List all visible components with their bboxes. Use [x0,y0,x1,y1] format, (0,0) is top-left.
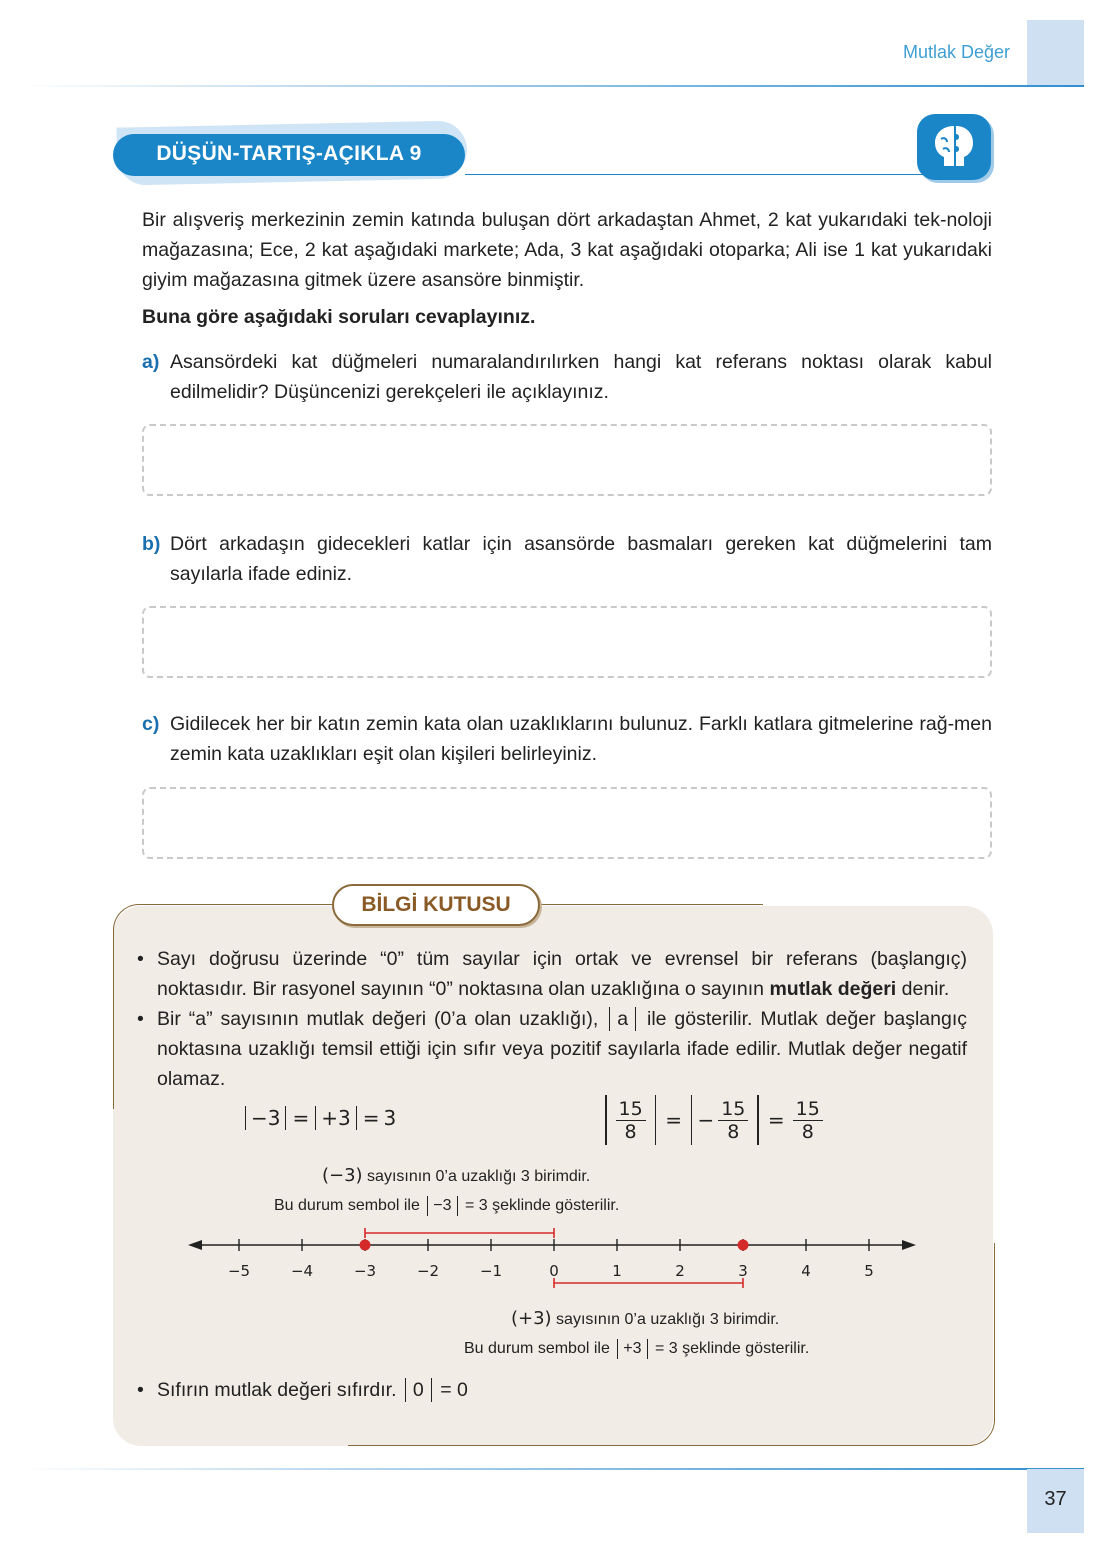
section-underline [465,174,955,175]
question-prompt: Buna göre aşağıdaki soruları cevaplayınız. [142,306,536,328]
info-title: BİLGİ KUTUSU [361,893,511,916]
tick-label: 5 [864,1262,874,1280]
brain-icon [917,114,991,180]
equals-sign: = [665,1108,682,1132]
tick-label: −2 [416,1262,440,1280]
fraction: $\frac{15}{8}$ [793,1098,823,1143]
question-letter: c) [142,713,160,735]
note-neg-line-2: Bu durum sembol ile −3 = 3 şeklinde gösterilir. [274,1197,620,1214]
header-tab [1027,20,1084,86]
answer-box-a[interactable] [142,424,992,496]
abs-equation-2 [600,1094,827,1146]
info-bullet-1 [137,944,967,1004]
bullet-text: Bir “a” sayısının mutlak değeri (0’a olan uzaklığı), [157,1008,607,1030]
abs-equation-1 [243,1103,396,1133]
bullet-dot: • [137,1008,144,1030]
question-letter: b) [142,533,161,555]
equation-result: 3 [383,1106,397,1130]
note-neg-line-1: (−3) sayısının 0’a uzaklığı 3 birimdir. [322,1165,591,1186]
bullet-text-end: ile gösterilir. Mutlak değer başlangıç noktasına uzaklığı temsil ettiği için sıfır veya pozitif sayılarla ifade edilir. Mutlak değer negatif olamaz. [157,1008,967,1090]
tick-label: −3 [353,1262,377,1280]
tick-label: −4 [290,1262,314,1280]
header-divider [20,85,1084,87]
note-number: (+3) [511,1308,552,1329]
abs-value-a: a [609,1007,636,1031]
equals-sign: = [767,1108,785,1132]
fraction: $\frac{15}{8}$ [718,1098,748,1143]
footer-divider [20,1468,1084,1470]
answer-box-b[interactable] [142,606,992,678]
abs-neg3: −3 [245,1106,286,1130]
tick-label: −1 [479,1262,503,1280]
bullet-dot: • [137,948,144,970]
page-number: 37 [1044,1488,1067,1510]
question-b [142,529,992,589]
question-c [142,709,992,769]
fraction: $\frac{15}{8}$ [616,1098,646,1143]
number-point [360,1240,371,1251]
running-header-title: Mutlak Değer [902,42,1010,62]
tick-label: −5 [227,1262,251,1280]
bullet-text-end: denir. [896,978,950,1000]
question-a [142,347,992,407]
bullet-dot: • [137,1379,144,1401]
abs-pos3-note: +3 [617,1339,647,1359]
question-letter: a) [142,351,160,373]
question-text: Asansördeki kat düğmeleri numaralandırılırken hangi kat referans noktası olarak kabul edilmelidir? Düşüncenizi gerekçeleri ile açıklayınız. [170,351,992,403]
number-point [738,1240,749,1251]
tick-label: 2 [675,1262,685,1280]
tick-label: 0 [549,1262,559,1280]
bullet-bold-term: mutlak değeri [769,978,897,1000]
tick-label: 3 [738,1262,748,1280]
answer-box-c[interactable] [142,787,992,859]
tick-label: 1 [612,1262,622,1280]
abs-neg3-note: −3 [427,1196,457,1216]
abs-pos3: +3 [315,1106,356,1130]
arrow-right-icon [902,1240,916,1250]
info-bullet-2 [137,1004,967,1094]
bullet-text-end: = 0 [434,1379,468,1401]
abs-zero: 0 [405,1378,432,1402]
note-number: (−3) [322,1165,363,1186]
equals-sign: = [292,1106,310,1130]
arrow-left-icon [188,1240,202,1250]
bullet-text: Sayı doğrusu üzerinde “0” tüm sayılar için ortak ve evrensel bir referans (başlangıç) noktasıdır. Bir rasyonel sayının “0” noktasına olan uzaklığına o sayının [157,948,967,1000]
bullet-text: Sıfırın mutlak değeri sıfırdır. [157,1379,402,1401]
note-pos-line-1: (+3) sayısının 0’a uzaklığı 3 birimdir. [511,1308,780,1329]
note-pos-line-2: Bu durum sembol ile +3 = 3 şeklinde gösterilir. [464,1340,810,1357]
minus-sign: − [697,1108,715,1132]
section-title: DÜŞÜN-TARTIŞ-AÇIKLA 9 [156,142,422,165]
question-text: Gidilecek her bir katın zemin kata olan uzaklıklarını bulunuz. Farklı katlara gitmelerine rağ-men zemin kata uzaklıkları eşit olan kişileri belirleyiniz. [170,713,992,765]
tick-label: 4 [801,1262,811,1280]
equals-sign: = [362,1106,380,1130]
number-line [180,1222,930,1292]
intro-paragraph: Bir alışveriş merkezinin zemin katında buluşan dört arkadaştan Ahmet, 2 kat yukarıdaki tek-noloji mağazasına; Ece, 2 kat aşağıdaki markete; Ada, 3 kat aşağıdaki otoparka; Ali ise 1 kat yukarıdaki giyim mağazasına gitmek üzere asansöre binmiştir. [142,209,992,291]
question-text: Dört arkadaşın gidecekleri katlar için asansörde basmaları gereken kat düğmelerini tam sayılarla ifade ediniz. [170,533,992,585]
info-bullet-3 [137,1375,967,1405]
